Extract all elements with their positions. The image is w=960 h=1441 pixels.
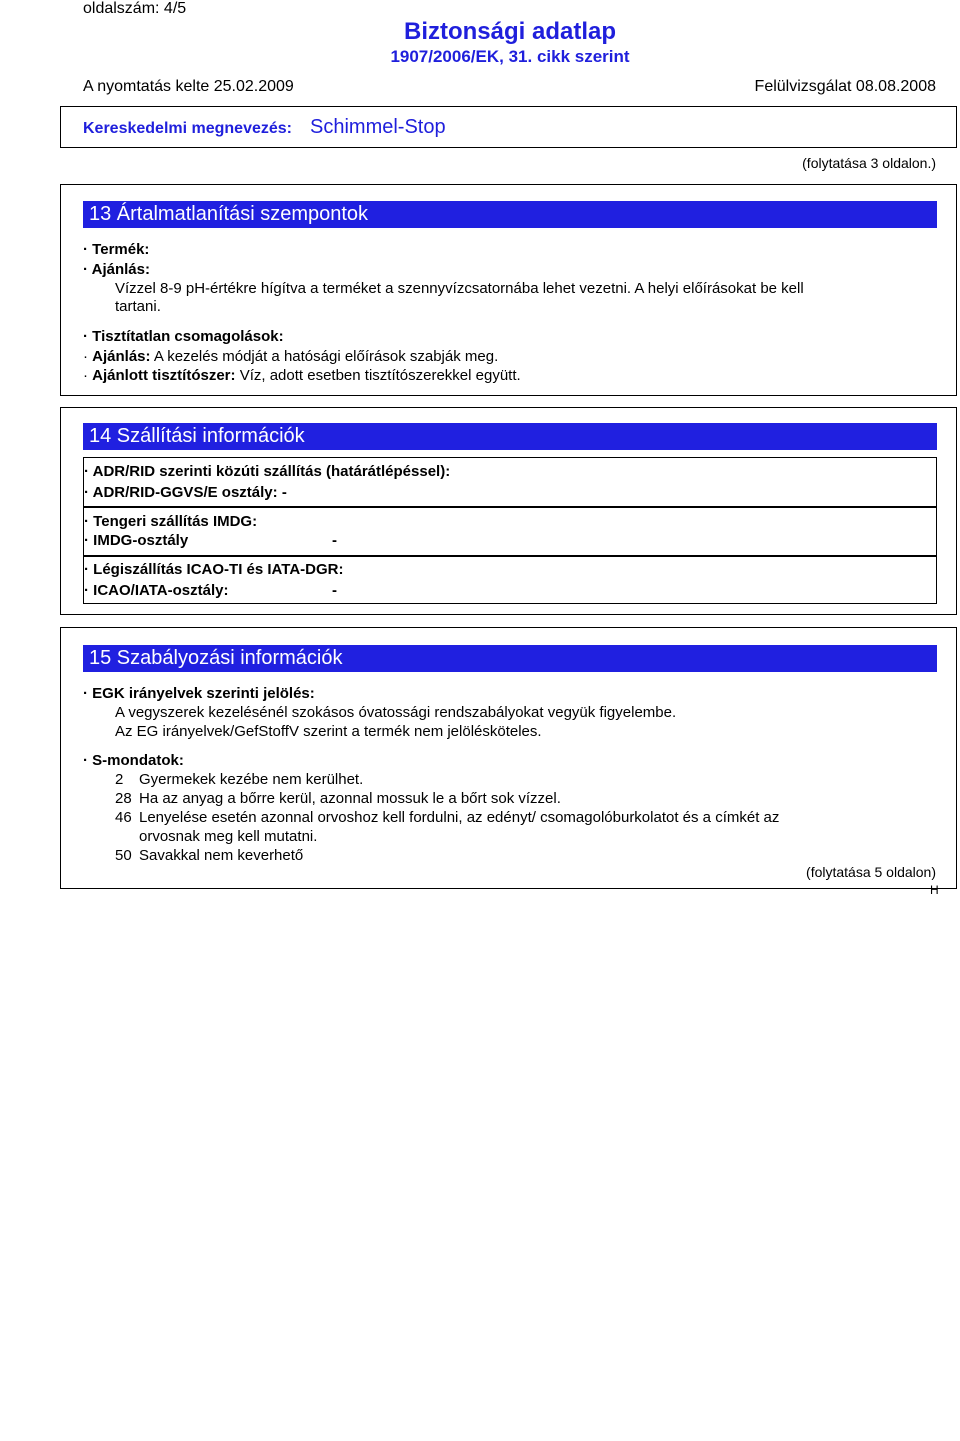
adr-box — [83, 457, 937, 507]
icao-class-row: · ICAO/IATA-osztály: — [84, 582, 229, 599]
icao-box — [83, 556, 937, 604]
product-row: · Termék: — [83, 241, 150, 258]
section-13-title: 13 Ártalmatlanítási szempontok — [83, 201, 937, 228]
icao-class-value: - — [332, 582, 337, 599]
continued-from-note: (folytatása 3 oldalon.) — [802, 155, 936, 171]
s-phrase-number: 28 — [115, 790, 132, 807]
continued-to-note: (folytatása 5 oldalon) — [806, 864, 936, 880]
cleaner-text: Víz, adott esetben tisztítószerekkel együtt. — [239, 367, 521, 384]
s-phrase-text-continued: orvosnak meg kell mutatni. — [139, 828, 318, 845]
s-phrase-text: Ha az anyag a bőrre kerül, azonnal mossuk le a bőrt sok vízzel. — [139, 790, 561, 807]
trade-name-value: Schimmel-Stop — [310, 116, 446, 138]
s-phrase-text: Savakkal nem keverhető — [139, 847, 304, 864]
packaging-recommendation-label: Ajánlás: — [92, 348, 151, 365]
revision-date: Felülvizsgálat 08.08.2008 — [754, 78, 936, 95]
section-15-title: 15 Szabályozási információk — [83, 645, 937, 672]
adr-class-value: - — [281, 484, 287, 501]
print-date: A nyomtatás kelte 25.02.2009 — [83, 78, 294, 95]
recommendation-text-2: tartani. — [115, 298, 161, 315]
icao-heading-row: · Légiszállítás ICAO-TI és IATA-DGR: — [84, 561, 344, 578]
product-label: Termék: — [92, 241, 150, 258]
adr-heading-row: · ADR/RID szerinti közúti szállítás (határátlépéssel): — [84, 463, 451, 480]
page-number: oldalszám: 4/5 — [83, 0, 187, 17]
icao-heading: Légiszállítás ICAO-TI és IATA-DGR: — [93, 561, 344, 578]
adr-heading: ADR/RID szerinti közúti szállítás (határátlépéssel): — [92, 463, 451, 480]
trade-name-label: Kereskedelmi megnevezés: — [83, 120, 292, 137]
section-14-title: 14 Szállítási információk — [83, 423, 937, 450]
packaging-row: · Tisztítatlan csomagolások: — [83, 328, 284, 345]
imdg-heading-row: · Tengeri szállítás IMDG: — [84, 513, 258, 530]
imdg-box — [83, 507, 937, 556]
s-phrases-label-row: · S-mondatok: — [83, 752, 184, 769]
s-phrase-number: 2 — [115, 771, 124, 788]
icao-class-label: ICAO/IATA-osztály: — [93, 582, 229, 599]
adr-class-row: · ADR/RID-GGVS/E osztály: - — [84, 484, 287, 501]
document-subtitle: 1907/2006/EK, 31. cikk szerint — [390, 47, 630, 66]
imdg-class-row: · IMDG-osztály — [84, 532, 189, 549]
packaging-recommendation-text: A kezelés módját a hatósági előírások szabják meg. — [153, 348, 499, 365]
trade-name-box — [60, 106, 957, 148]
footer-mark: H — [930, 883, 939, 897]
imdg-heading: Tengeri szállítás IMDG: — [93, 513, 258, 530]
s-phrase-number: 50 — [115, 847, 132, 864]
s-phrases-label: S-mondatok: — [92, 752, 184, 769]
packaging-recommendation-row: · Ajánlás: A kezelés módját a hatósági előírások szabják meg. — [83, 348, 499, 365]
ec-label-row: · EGK irányelvek szerinti jelölés: — [83, 685, 315, 702]
section-14 — [60, 407, 957, 615]
ec-text-1: A vegyszerek kezelésénél szokásos óvatossági rendszabályokat vegyük figyelembe. — [115, 704, 677, 721]
ec-text-2: Az EG irányelvek/GefStoffV szerint a termék nem jelölésköteles. — [115, 723, 542, 740]
cleaner-row: · Ajánlott tisztítószer: Víz, adott esetben tisztítószerekkel együtt. — [83, 367, 521, 384]
ec-label: EGK irányelvek szerinti jelölés: — [92, 685, 315, 702]
s-phrase-item — [115, 790, 561, 807]
s-phrase-item — [115, 771, 363, 788]
s-phrase-item — [115, 809, 779, 826]
section-13 — [60, 184, 957, 396]
packaging-label: Tisztítatlan csomagolások: — [92, 328, 284, 345]
adr-class-label: ADR/RID-GGVS/E osztály: — [92, 484, 278, 501]
imdg-class-value: - — [332, 532, 337, 549]
cleaner-label: Ajánlott tisztítószer: — [92, 367, 236, 384]
s-phrase-number: 46 — [115, 809, 132, 826]
recommendation-row: · Ajánlás: — [83, 261, 150, 278]
s-phrase-text: Gyermekek kezébe nem kerülhet. — [139, 771, 364, 788]
recommendation-label: Ajánlás: — [91, 261, 150, 278]
s-phrase-item — [115, 847, 303, 864]
imdg-class-label: IMDG-osztály — [93, 532, 189, 549]
section-15 — [60, 627, 957, 889]
s-phrase-text: Lenyelése esetén azonnal orvoshoz kell fordulni, az edényt/ csomagolóburkolatot és a címkét az — [139, 809, 780, 826]
recommendation-text-1: Vízzel 8-9 pH-értékre hígítva a terméket a szennyvízcsatornába lehet vezetni. A helyi előírásokat be kell — [115, 280, 804, 297]
document-title: Biztonsági adatlap — [403, 18, 617, 45]
